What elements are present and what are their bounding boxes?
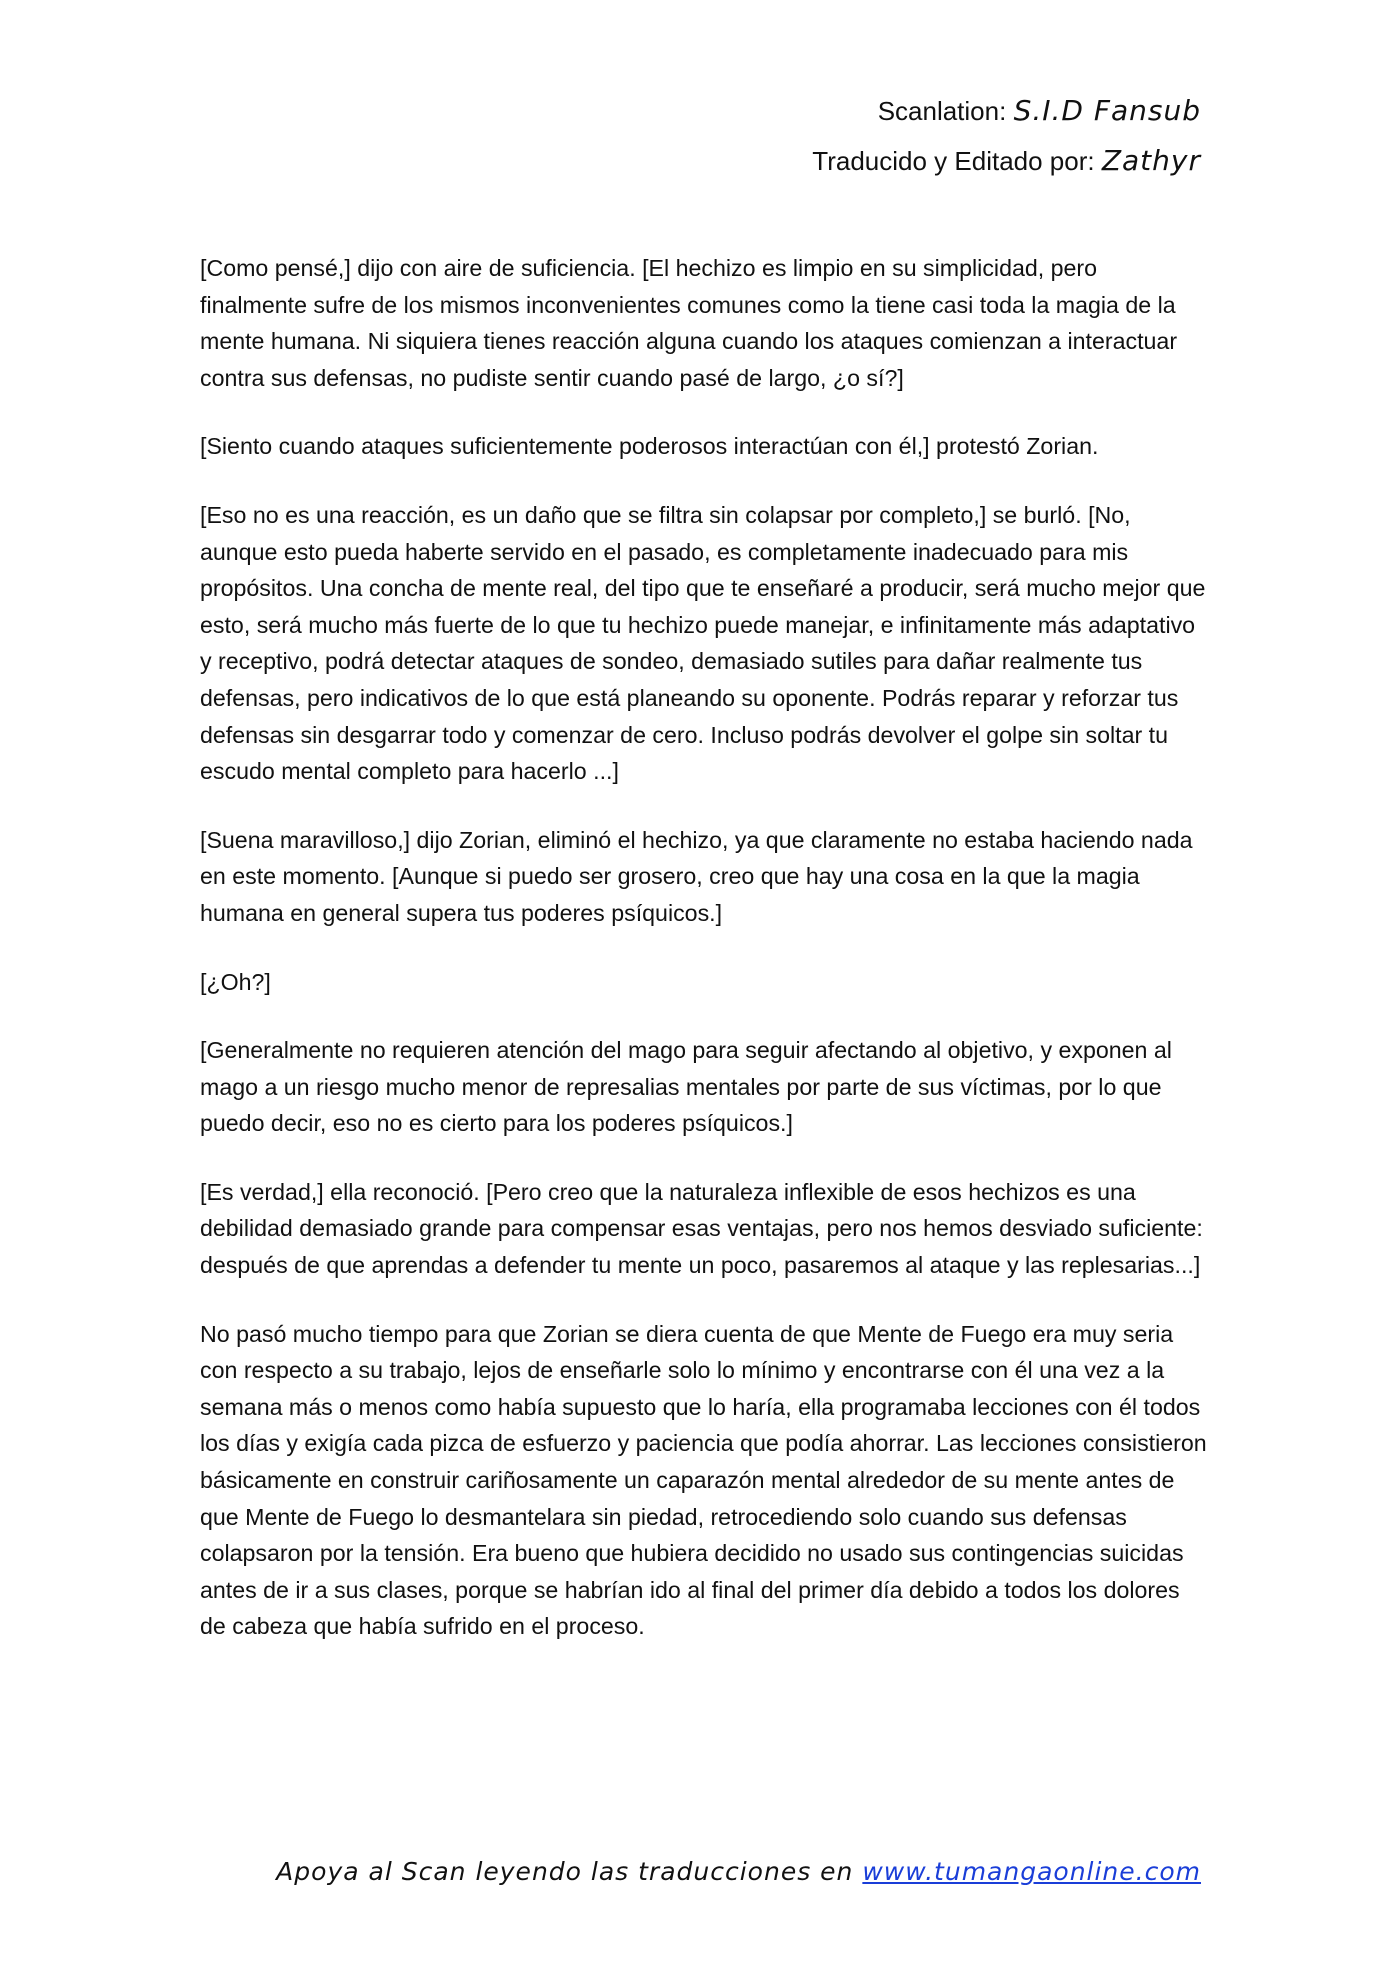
paragraph: [Eso no es una reacción, es un daño que se filtra sin colapsar por completo,] se burló. [No, aunque esto pueda haberte servido en el pasado, es completamente inadecuado para mis propósitos. Una concha de mente real, del tipo que te enseñaré a producir, será mucho mejor que esto, será mucho más fuerte de lo que tu hechizo puede manejar, e infinitamente más adaptativo y receptivo, podrá detectar ataques de sondeo, demasiado sutiles para dañar realmente tus defensas, pero indicativos de lo que está planeando su oponente. Podrás reparar y reforzar tus defensas sin desgarrar todo y comenzar de cero. Incluso podrás devolver el golpe sin soltar tu escudo mental completo para hacerlo ...] bbox=[200, 501, 1206, 785]
paragraph: No pasó mucho tiempo para que Zorian se diera cuenta de que Mente de Fuego era muy seria con respecto a su trabajo, lejos de enseñarle solo lo mínimo y encontrarse con él una vez a la semana más o menos como había supuesto que lo haría, ella programaba lecciones con él todos los días y exigía cada pizca de esfuerzo y paciencia que podía ahorrar. Las lecciones consistieron básicamente en construir cariñosamente un caparazón mental alrededor de su mente antes de que Mente de Fuego lo desmantelara sin piedad, retrocediendo solo cuando sus defensas colapsaron por la tensión. Era bueno que hubiera decidido no usado sus contingencias suicidas antes de ir a sus clases, porque se habrían ido al final del primer día debido a todos los dolores de cabeza que había sufrido en el proceso. bbox=[200, 1320, 1207, 1640]
scanlation-label: Scanlation: bbox=[877, 96, 1007, 126]
paragraph: [Suena maravilloso,] dijo Zorian, eliminó el hechizo, ya que claramente no estaba haciendo nada en este momento. [Aunque si puedo ser grosero, creo que hay una cosa en la que la magia humana en general supera tus poderes psíquicos.] bbox=[200, 826, 1193, 926]
website-link[interactable]: www.tumangaonline.com bbox=[862, 1857, 1201, 1886]
paragraph: [Siento cuando ataques suficientemente poderosos interactúan con él,] protestó Zorian. bbox=[200, 433, 1099, 460]
translator-label: Traducido y Editado por: bbox=[812, 146, 1095, 176]
translator-credit bbox=[812, 136, 1201, 186]
paragraph: [Como pensé,] dijo con aire de suficiencia. [El hechizo es limpio en su simplicidad, pero finalmente sufre de los mismos inconvenientes comunes como la tiene casi toda la magia de la mente humana. Ni siquiera tienes reacción alguna cuando los ataques comienzan a interactuar contra sus defensas, no pudiste sentir cuando pasé de largo, ¿o sí?] bbox=[200, 255, 1178, 391]
paragraph: [Generalmente no requieren atención del mago para seguir afectando al objetivo, y exponen al mago a un riesgo mucho menor de represalias mentales por parte de sus víctimas, por lo que puedo decir, eso no es cierto para los poderes psíquicos.] bbox=[200, 1037, 1172, 1137]
translator-name: Zathyr bbox=[1101, 144, 1201, 177]
footer-text: Apoya al Scan leyendo las traducciones en bbox=[276, 1857, 854, 1886]
scanlation-credit bbox=[812, 86, 1201, 136]
paragraph: [¿Oh?] bbox=[200, 968, 271, 995]
paragraph: [Es verdad,] ella reconoció. [Pero creo que la naturaleza inflexible de esos hechizos es una debilidad demasiado grande para compensar esas ventajas, pero nos hemos desviado suficiente: después de que aprendas a defender tu mente un poco, pasaremos al ataque y las replesarias...] bbox=[200, 1178, 1203, 1279]
scanlation-group: S.I.D Fansub bbox=[1013, 94, 1201, 127]
page-header bbox=[812, 86, 1201, 186]
chapter-text bbox=[200, 250, 1210, 1677]
page-footer bbox=[276, 1857, 1201, 1886]
